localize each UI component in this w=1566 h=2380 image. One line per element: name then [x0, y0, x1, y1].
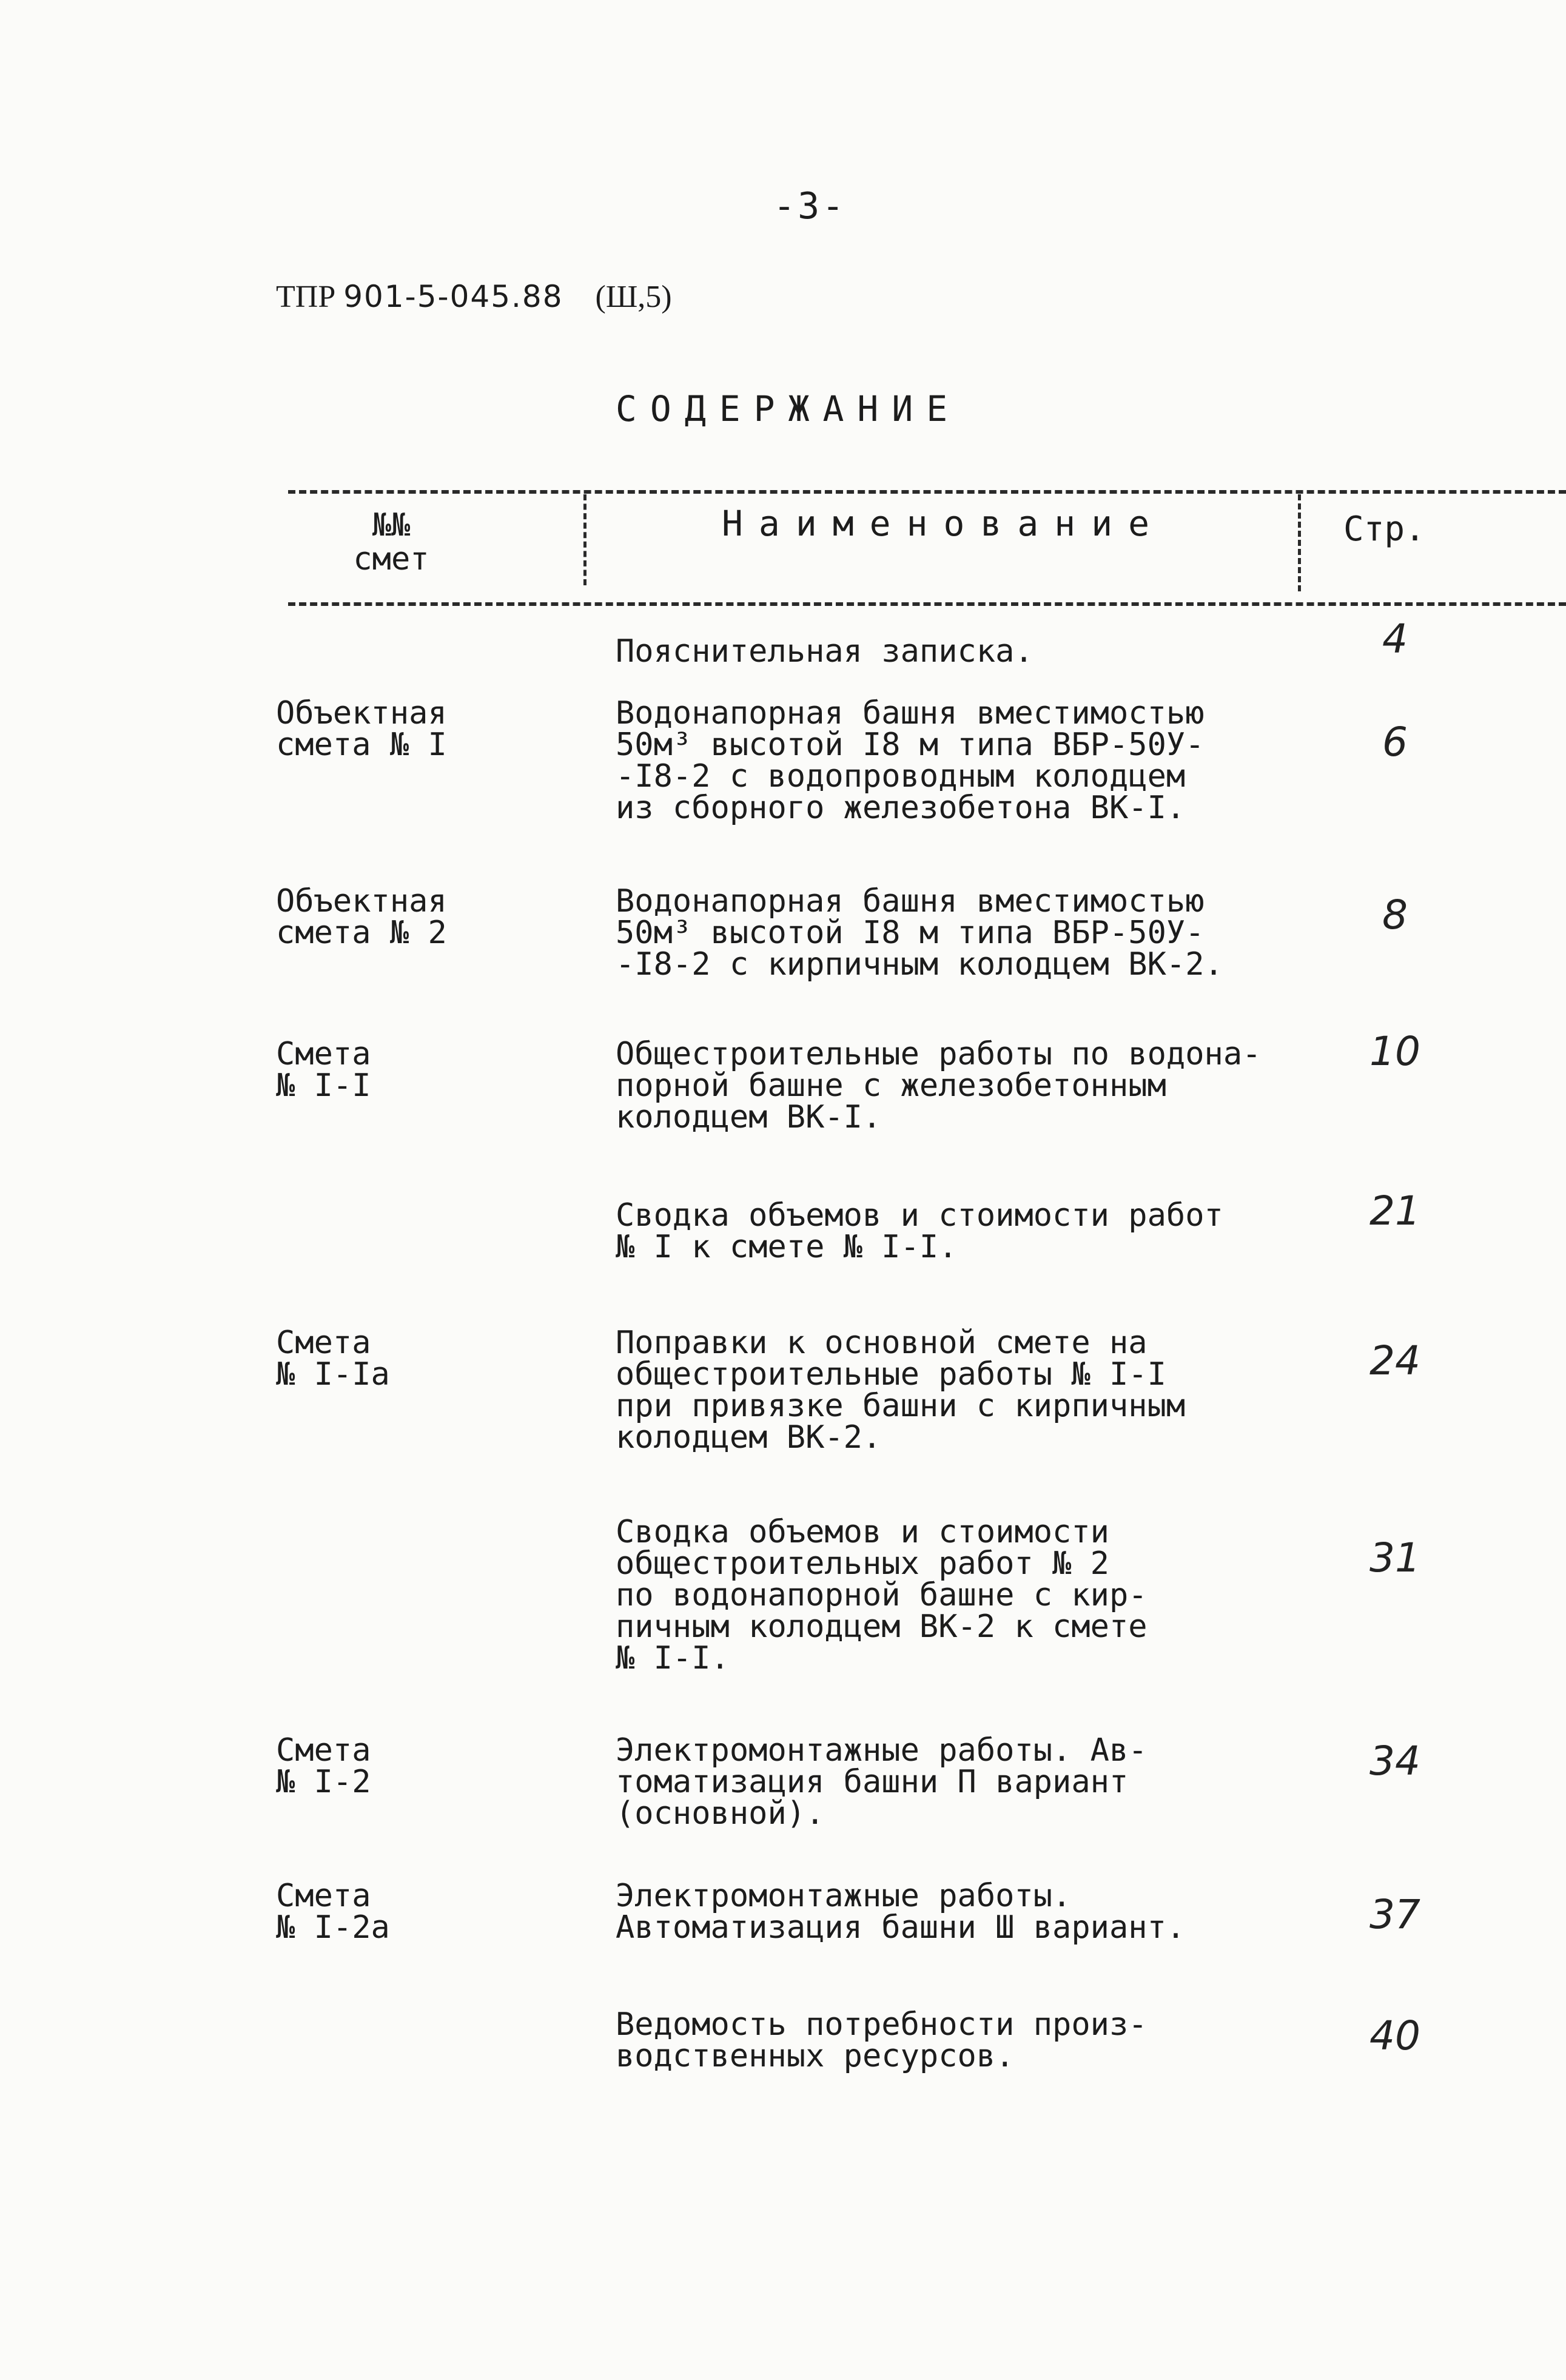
- row-page: 37: [1369, 1891, 1420, 1938]
- row-name: Водонапорная башня вместимостью 50м³ высотой I8 м типа ВБР-50У- -I8-2 с кирпичным колодцем ВК-2.: [616, 883, 1223, 983]
- row-page: 4: [1382, 616, 1408, 662]
- row-name: Электромонтажные работы. Ав- томатизация башни П вариант (основной).: [616, 1732, 1148, 1832]
- header-number-column: №№ смет: [353, 507, 429, 577]
- document-code-prefix: ТПР: [276, 280, 336, 314]
- row-name: Водонапорная башня вместимостью 50м³ высотой I8 м типа ВБР-50У- -I8-2 с водопроводным колодцем из сборного железобетона ВК-I.: [616, 695, 1205, 826]
- row-code: Смета № I-I: [276, 1036, 371, 1104]
- table-column-divider-2: [1298, 494, 1301, 591]
- row-code: Смета № I-Iа: [276, 1325, 390, 1393]
- table-column-divider-1: [583, 494, 586, 585]
- row-name: Сводка объемов и стоимости работ № I к смете № I-I.: [616, 1197, 1223, 1265]
- row-name: Электромонтажные работы. Автоматизация башни Ш вариант.: [616, 1878, 1186, 1946]
- document-code-handwritten: 901-5-045.88: [343, 279, 563, 314]
- row-page: 31: [1369, 1535, 1420, 1581]
- page-number: -3-: [773, 185, 847, 227]
- table-header-bottom-rule: [288, 602, 1566, 606]
- row-name: Пояснительная записка.: [616, 633, 1033, 670]
- row-code: Объектная смета № 2: [276, 883, 447, 951]
- row-page: 21: [1369, 1188, 1420, 1234]
- table-header-top-rule: [288, 490, 1566, 494]
- contents-title: СОДЕРЖАНИЕ: [616, 388, 961, 429]
- row-page: 34: [1369, 1738, 1420, 1784]
- row-page: 10: [1369, 1028, 1420, 1075]
- document-code: [276, 279, 672, 315]
- row-code: Смета № I-2а: [276, 1878, 390, 1946]
- header-page-column: Стр.: [1343, 509, 1425, 549]
- header-name-column: Наименование: [722, 503, 1166, 544]
- row-name: Поправки к основной смете на общестроительные работы № I-I при привязке башни с кирпичным колодцем ВК-2.: [616, 1325, 1186, 1456]
- row-page: 8: [1382, 892, 1408, 938]
- row-code: Объектная смета № I: [276, 695, 447, 763]
- row-name: Ведомость потребности произ- водственных ресурсов.: [616, 2006, 1148, 2074]
- row-page: 6: [1382, 719, 1408, 765]
- document-code-suffix: (Ш,5): [595, 280, 672, 314]
- row-name: Общестроительные работы по водона- порной башне с железобетонным колодцем ВК-I.: [616, 1036, 1262, 1135]
- row-page: 24: [1369, 1337, 1420, 1384]
- row-code: Смета № I-2: [276, 1732, 371, 1800]
- row-name: Сводка объемов и стоимости общестроительных работ № 2 по водонапорной башне с кир- пичным колодцем ВК-2 к смете № I-I.: [616, 1514, 1148, 1676]
- row-page: 40: [1369, 2012, 1420, 2059]
